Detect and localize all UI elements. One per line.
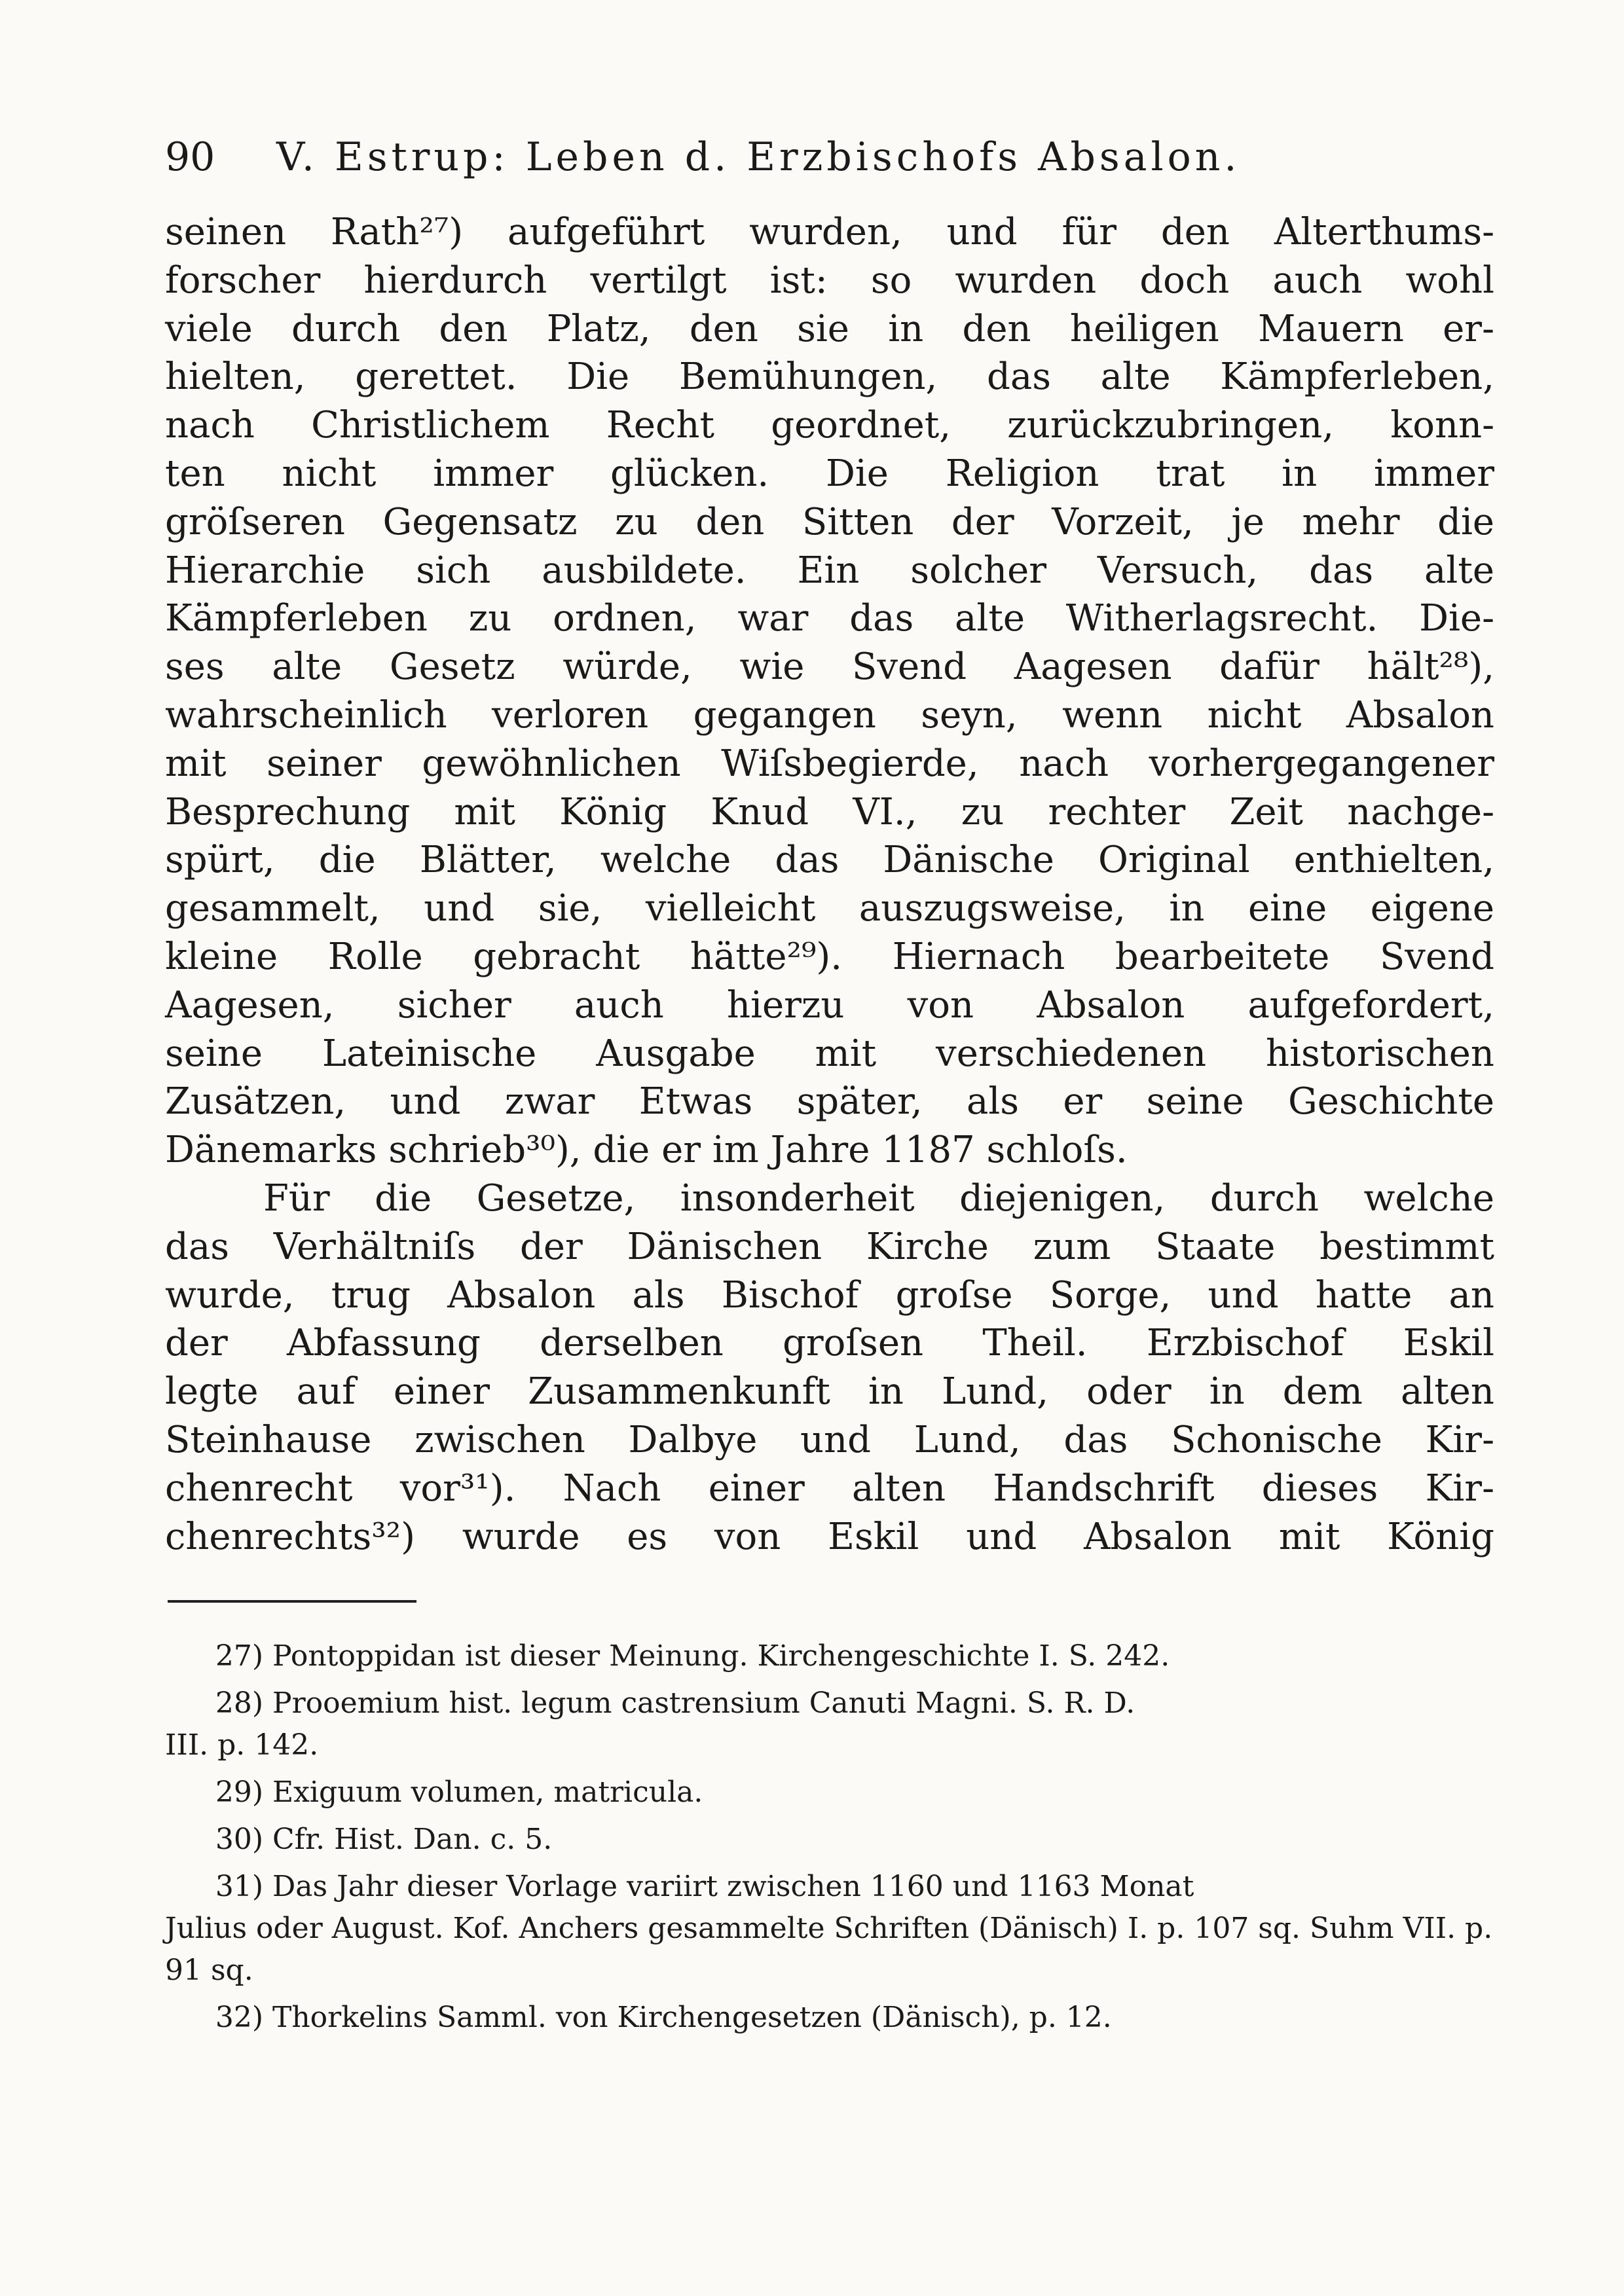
footnote-32 — [165, 1997, 1494, 2039]
body-line: chenrechts³²) wurde es von Eskil und Absalon mit König — [165, 1515, 1494, 1558]
footnote-number: 27) — [215, 1639, 263, 1673]
footnote-continuation: III. p. 142. — [165, 1728, 319, 1762]
body-line: gröſseren Gegensatz zu den Sitten der Vorzeit, je mehr die — [165, 500, 1494, 543]
body-line: forscher hierdurch vertilgt ist: so wurden doch auch wohl — [165, 259, 1494, 302]
body-line: hielten, gerettet. Die Bemühungen, das alte Kämpferleben, — [165, 355, 1494, 399]
footnote-number: 32) — [215, 2001, 263, 2034]
body-line: Steinhause zwischen Dalbye und Lund, das Schonische Kir- — [165, 1418, 1494, 1461]
body-line: nach Christlichem Recht geordnet, zurückzubringen, konn- — [165, 404, 1494, 447]
footnote-29 — [165, 1772, 1494, 1813]
footnote-number: 29) — [215, 1776, 263, 1809]
body-line: Besprechung mit König Knud VI., zu rechter Zeit nachge- — [165, 790, 1494, 833]
footnote-rule — [168, 1600, 416, 1603]
body-line: Hierarchie sich ausbildete. Ein solcher Versuch, das alte — [165, 549, 1494, 592]
footnote-number: 30) — [215, 1823, 263, 1856]
footnote-27 — [165, 1635, 1494, 1677]
body-line: viele durch den Platz, den sie in den heiligen Mauern er- — [165, 307, 1494, 350]
body-text — [165, 208, 1494, 1561]
body-line: chenrecht vor³¹). Nach einer alten Handschrift dieses Kir- — [165, 1467, 1494, 1510]
footnote-text: Das Jahr dieser Vorlage variirt zwischen 1160 und 1163 Monat — [272, 1870, 1194, 1903]
body-line: seinen Rath²⁷) aufgeführt wurden, und für den Alterthums- — [165, 211, 1494, 253]
footnote-text: Thorkelins Samml. von Kirchengesetzen (Dänisch), p. 12. — [272, 2001, 1112, 2034]
footnotes — [165, 1635, 1494, 2039]
page-number: 90 — [165, 134, 215, 180]
body-line: wurde, trug Absalon als Bischof groſse Sorge, und hatte an — [165, 1273, 1494, 1317]
body-line: legte auf einer Zusammenkunft in Lund, oder in dem alten — [165, 1370, 1494, 1413]
body-line: der Abfassung derselben groſsen Theil. Erzbischof Eskil — [165, 1322, 1494, 1365]
body-line: Zusätzen, und zwar Etwas später, als er seine Geschichte — [165, 1080, 1494, 1123]
body-line: Kämpferleben zu ordnen, war das alte Witherlagsrecht. Die- — [165, 597, 1494, 640]
body-line: wahrscheinlich verloren gegangen seyn, wenn nicht Absalon — [165, 693, 1494, 737]
footnote-31 — [165, 1866, 1494, 1992]
footnote-text: Pontoppidan ist dieser Meinung. Kirchengeschichte I. S. 242. — [272, 1639, 1170, 1673]
running-header — [165, 130, 1494, 185]
body-line: mit seiner gewöhnlichen Wiſsbegierde, nach vorhergegangener — [165, 742, 1494, 785]
footnote-text: Exiguum volumen, matricula. — [272, 1776, 703, 1809]
footnote-30 — [165, 1819, 1494, 1861]
footnote-number: 28) — [215, 1686, 263, 1720]
body-line: kleine Rolle gebracht hätte²⁹). Hiernach bearbeitete Svend — [165, 935, 1494, 978]
body-line: Für die Gesetze, insonderheit diejenigen, durch welche — [263, 1176, 1494, 1220]
footnote-28 — [165, 1683, 1494, 1766]
footnote-text: Cfr. Hist. Dan. c. 5. — [272, 1823, 553, 1856]
body-line: das Verhältniſs der Dänischen Kirche zum Staate bestimmt — [165, 1225, 1494, 1268]
footnote-text: Prooemium hist. legum castrensium Canuti Magni. S. R. D. — [272, 1686, 1135, 1720]
body-line: ses alte Gesetz würde, wie Svend Aagesen dafür hält²⁸), — [165, 646, 1494, 689]
body-line: Aagesen, sicher auch hierzu von Absalon aufgefordert, — [165, 983, 1494, 1027]
running-title: V. Estrup: Leben d. Erzbischofs Absalon. — [276, 134, 1241, 180]
footnote-continuation: Julius oder August. Kof. Anchers gesammelte Schriften (Dänisch) I. p. 107 sq. Suhm VII. p. 91 sq. — [165, 1912, 1493, 1987]
body-line: seine Lateinische Ausgabe mit verschiedenen historischen — [165, 1032, 1494, 1075]
body-line: ten nicht immer glücken. Die Religion trat in immer — [165, 452, 1494, 495]
footnote-number: 31) — [215, 1870, 263, 1903]
body-line: Dänemarks schrieb³⁰), die er im Jahre 1187 schloſs. — [165, 1129, 1128, 1172]
body-line: gesammelt, und sie, vielleicht auszugsweise, in eine eigene — [165, 887, 1494, 930]
body-line: spürt, die Blätter, welche das Dänische Original enthielten, — [165, 839, 1494, 882]
